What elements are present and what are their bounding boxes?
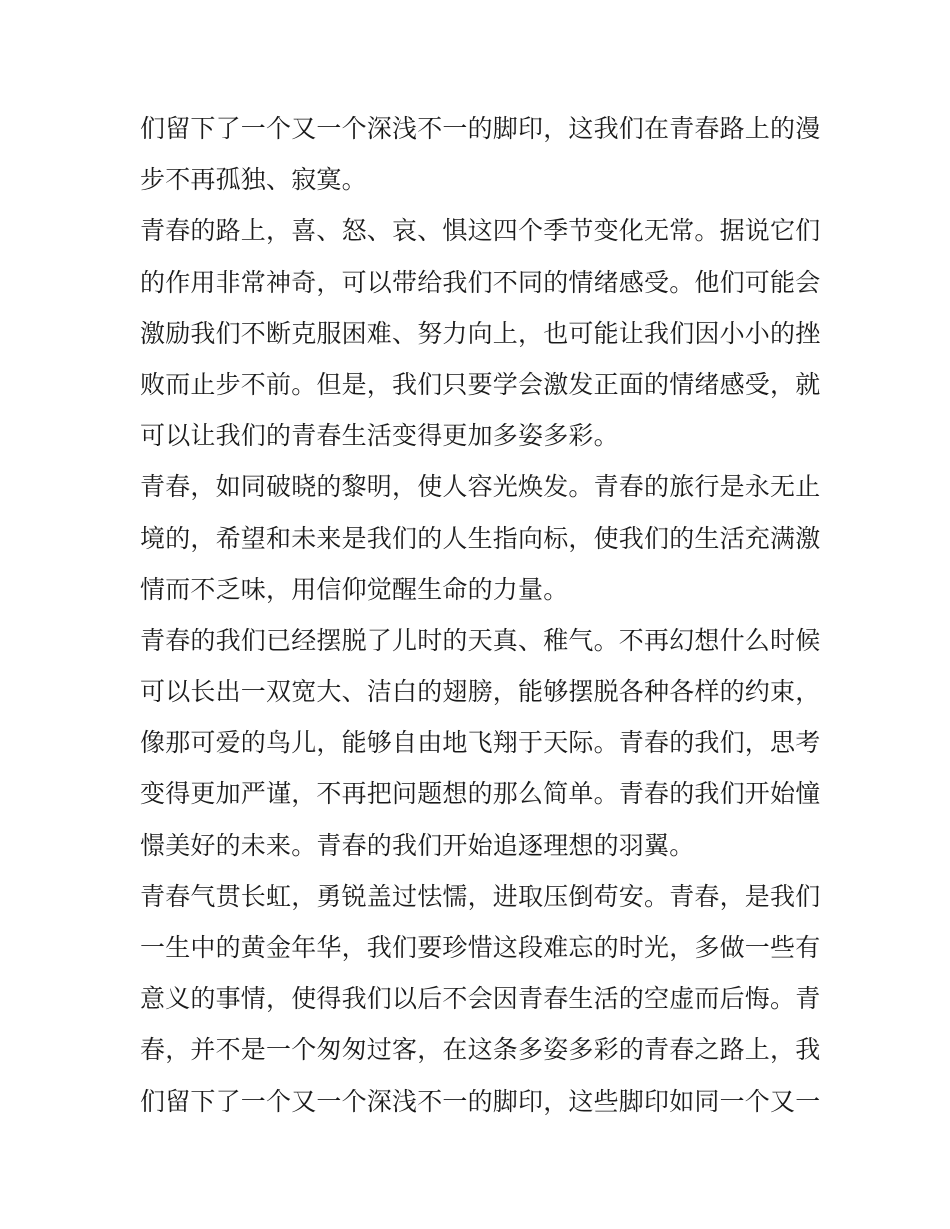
text-line: 败而止步不前。但是，我们只要学会激发正面的情绪感受，就: [140, 369, 821, 399]
text-line: 情而不乏味，用信仰觉醒生命的力量。: [140, 574, 569, 604]
text-line: 可以长出一双宽大、洁白的翅膀，能够摆脱各种各样的约束，: [140, 677, 821, 707]
text-line: 青春的路上，喜、怒、哀、惧这四个季节变化无常。据说它们: [140, 216, 821, 246]
text-line: 意义的事情，使得我们以后不会因青春生活的空虚而后悔。青: [140, 984, 821, 1014]
text-line: 们留下了一个又一个深浅不一的脚印，这我们在青春路上的漫: [140, 114, 821, 143]
text-line: 憬美好的未来。青春的我们开始追逐理想的羽翼。: [140, 830, 695, 860]
body-text: [140, 103, 820, 1127]
text-line: 变得更加严谨，不再把问题想的那么简单。青春的我们开始憧: [140, 779, 821, 809]
text-line: 激励我们不断克服困难、努力向上，也可能让我们因小小的挫: [140, 318, 821, 348]
text-line: 们留下了一个又一个深浅不一的脚印，这些脚印如同一个又一: [140, 1086, 821, 1116]
text-line: 可以让我们的青春生活变得更加多姿多彩。: [140, 421, 619, 451]
text-line: 青春的我们已经摆脱了儿时的天真、稚气。不再幻想什么时候: [140, 625, 821, 655]
text-line: 青春气贯长虹，勇锐盖过怯懦，进取压倒苟安。青春，是我们: [140, 881, 821, 911]
text-line: 一生中的黄金年华，我们要珍惜这段难忘的时光，多做一些有: [140, 933, 821, 962]
text-line: 的作用非常神奇，可以带给我们不同的情绪感受。他们可能会: [140, 267, 821, 297]
text-line: 步不再孤独、寂寞。: [140, 165, 367, 195]
text-line: 境的，希望和未来是我们的人生指向标，使我们的生活充满激: [140, 523, 821, 553]
text-line: 春，并不是一个匆匆过客，在这条多姿多彩的青春之路上，我: [140, 1035, 821, 1065]
text-line: 像那可爱的鸟儿，能够自由地飞翔于天际。青春的我们，思考: [140, 728, 821, 758]
text-line: 青春，如同破晓的黎明，使人容光焕发。青春的旅行是永无止: [140, 472, 821, 502]
